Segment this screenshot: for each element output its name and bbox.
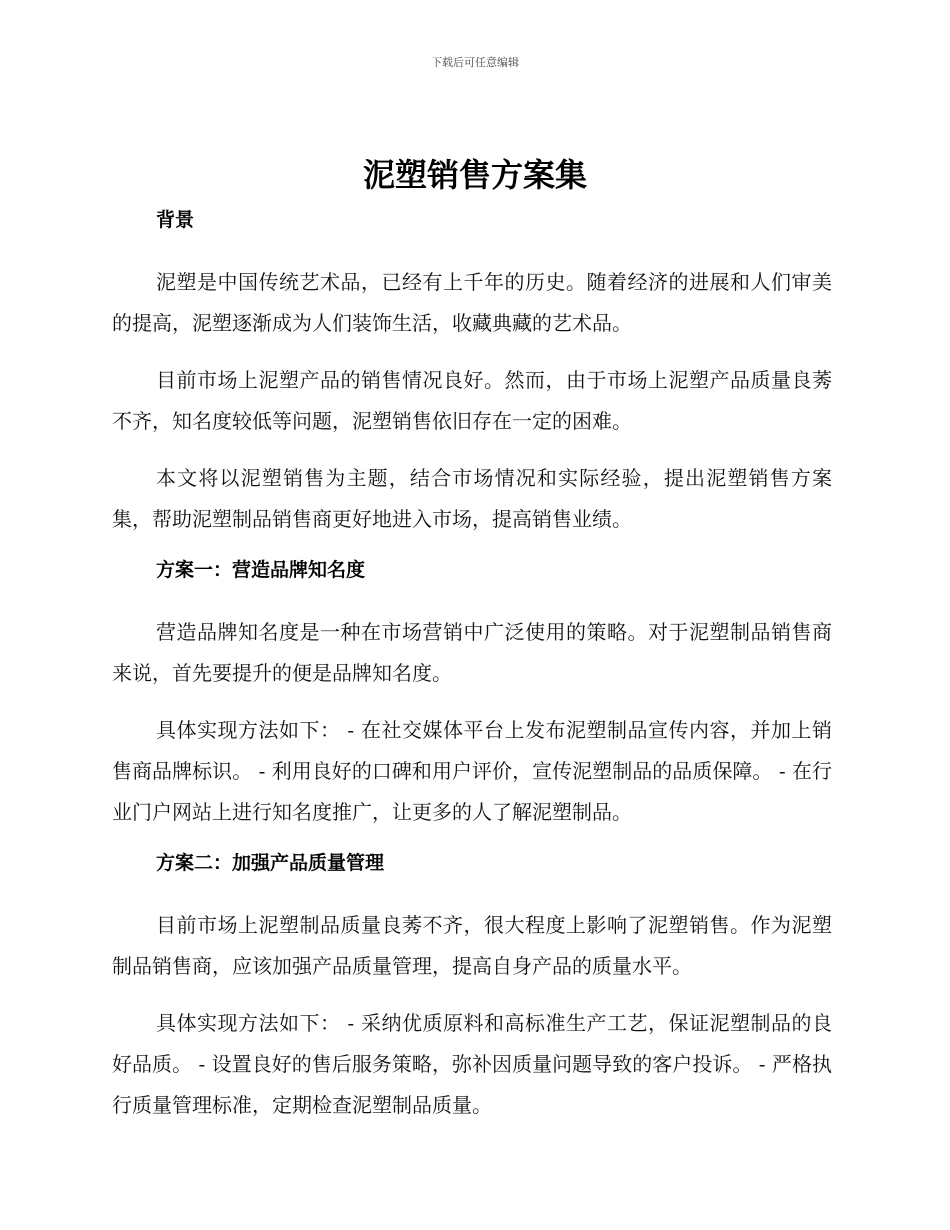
- document-body: [112, 206, 832, 1142]
- section-heading-background: 背景: [156, 209, 195, 231]
- document-title: 泥塑销售方案集: [362, 156, 587, 194]
- section-heading-plan-two: 方案二：加强产品质量管理: [156, 852, 385, 874]
- paragraph: 目前市场上泥塑制品质量良莠不齐，很大程度上影响了泥塑销售。作为泥塑制品销售商，应该加强产品质量管理，提高自身产品的质量水平。: [112, 913, 832, 978]
- section-heading-plan-one: 方案一：营造品牌知名度: [156, 559, 366, 581]
- paragraph: 泥塑是中国传统艺术品，已经有上千年的历史。随着经济的进展和人们审美的提高，泥塑逐渐成为人们装饰生活，收藏典藏的艺术品。: [112, 270, 832, 335]
- paragraph: 具体实现方法如下： - 在社交媒体平台上发布泥塑制品宣传内容，并加上销售商品牌标识。 - 利用良好的口碑和用户评价，宣传泥塑制品的品质保障。 - 在行业门户网站上进行知名度推广，让更多的人了解泥塑制品。: [112, 718, 832, 824]
- paragraph: 营造品牌知名度是一种在市场营销中广泛使用的策略。对于泥塑制品销售商来说，首先要提升的便是品牌知名度。: [112, 620, 832, 685]
- paragraph: 目前市场上泥塑产品的销售情况良好。然而，由于市场上泥塑产品质量良莠不齐，知名度较低等问题，泥塑销售依旧存在一定的困难。: [112, 368, 832, 433]
- header-note: 下载后可任意编辑: [431, 56, 519, 69]
- paragraph: 本文将以泥塑销售为主题，结合市场情况和实际经验，提出泥塑销售方案集，帮助泥塑制品销售商更好地进入市场，提高销售业绩。: [112, 466, 832, 531]
- paragraph: 具体实现方法如下： - 采纳优质原料和高标准生产工艺，保证泥塑制品的良好品质。 - 设置良好的售后服务策略，弥补因质量问题导致的客户投诉。 - 严格执行质量管理标准，定期检查泥塑制品质量。: [112, 1011, 832, 1117]
